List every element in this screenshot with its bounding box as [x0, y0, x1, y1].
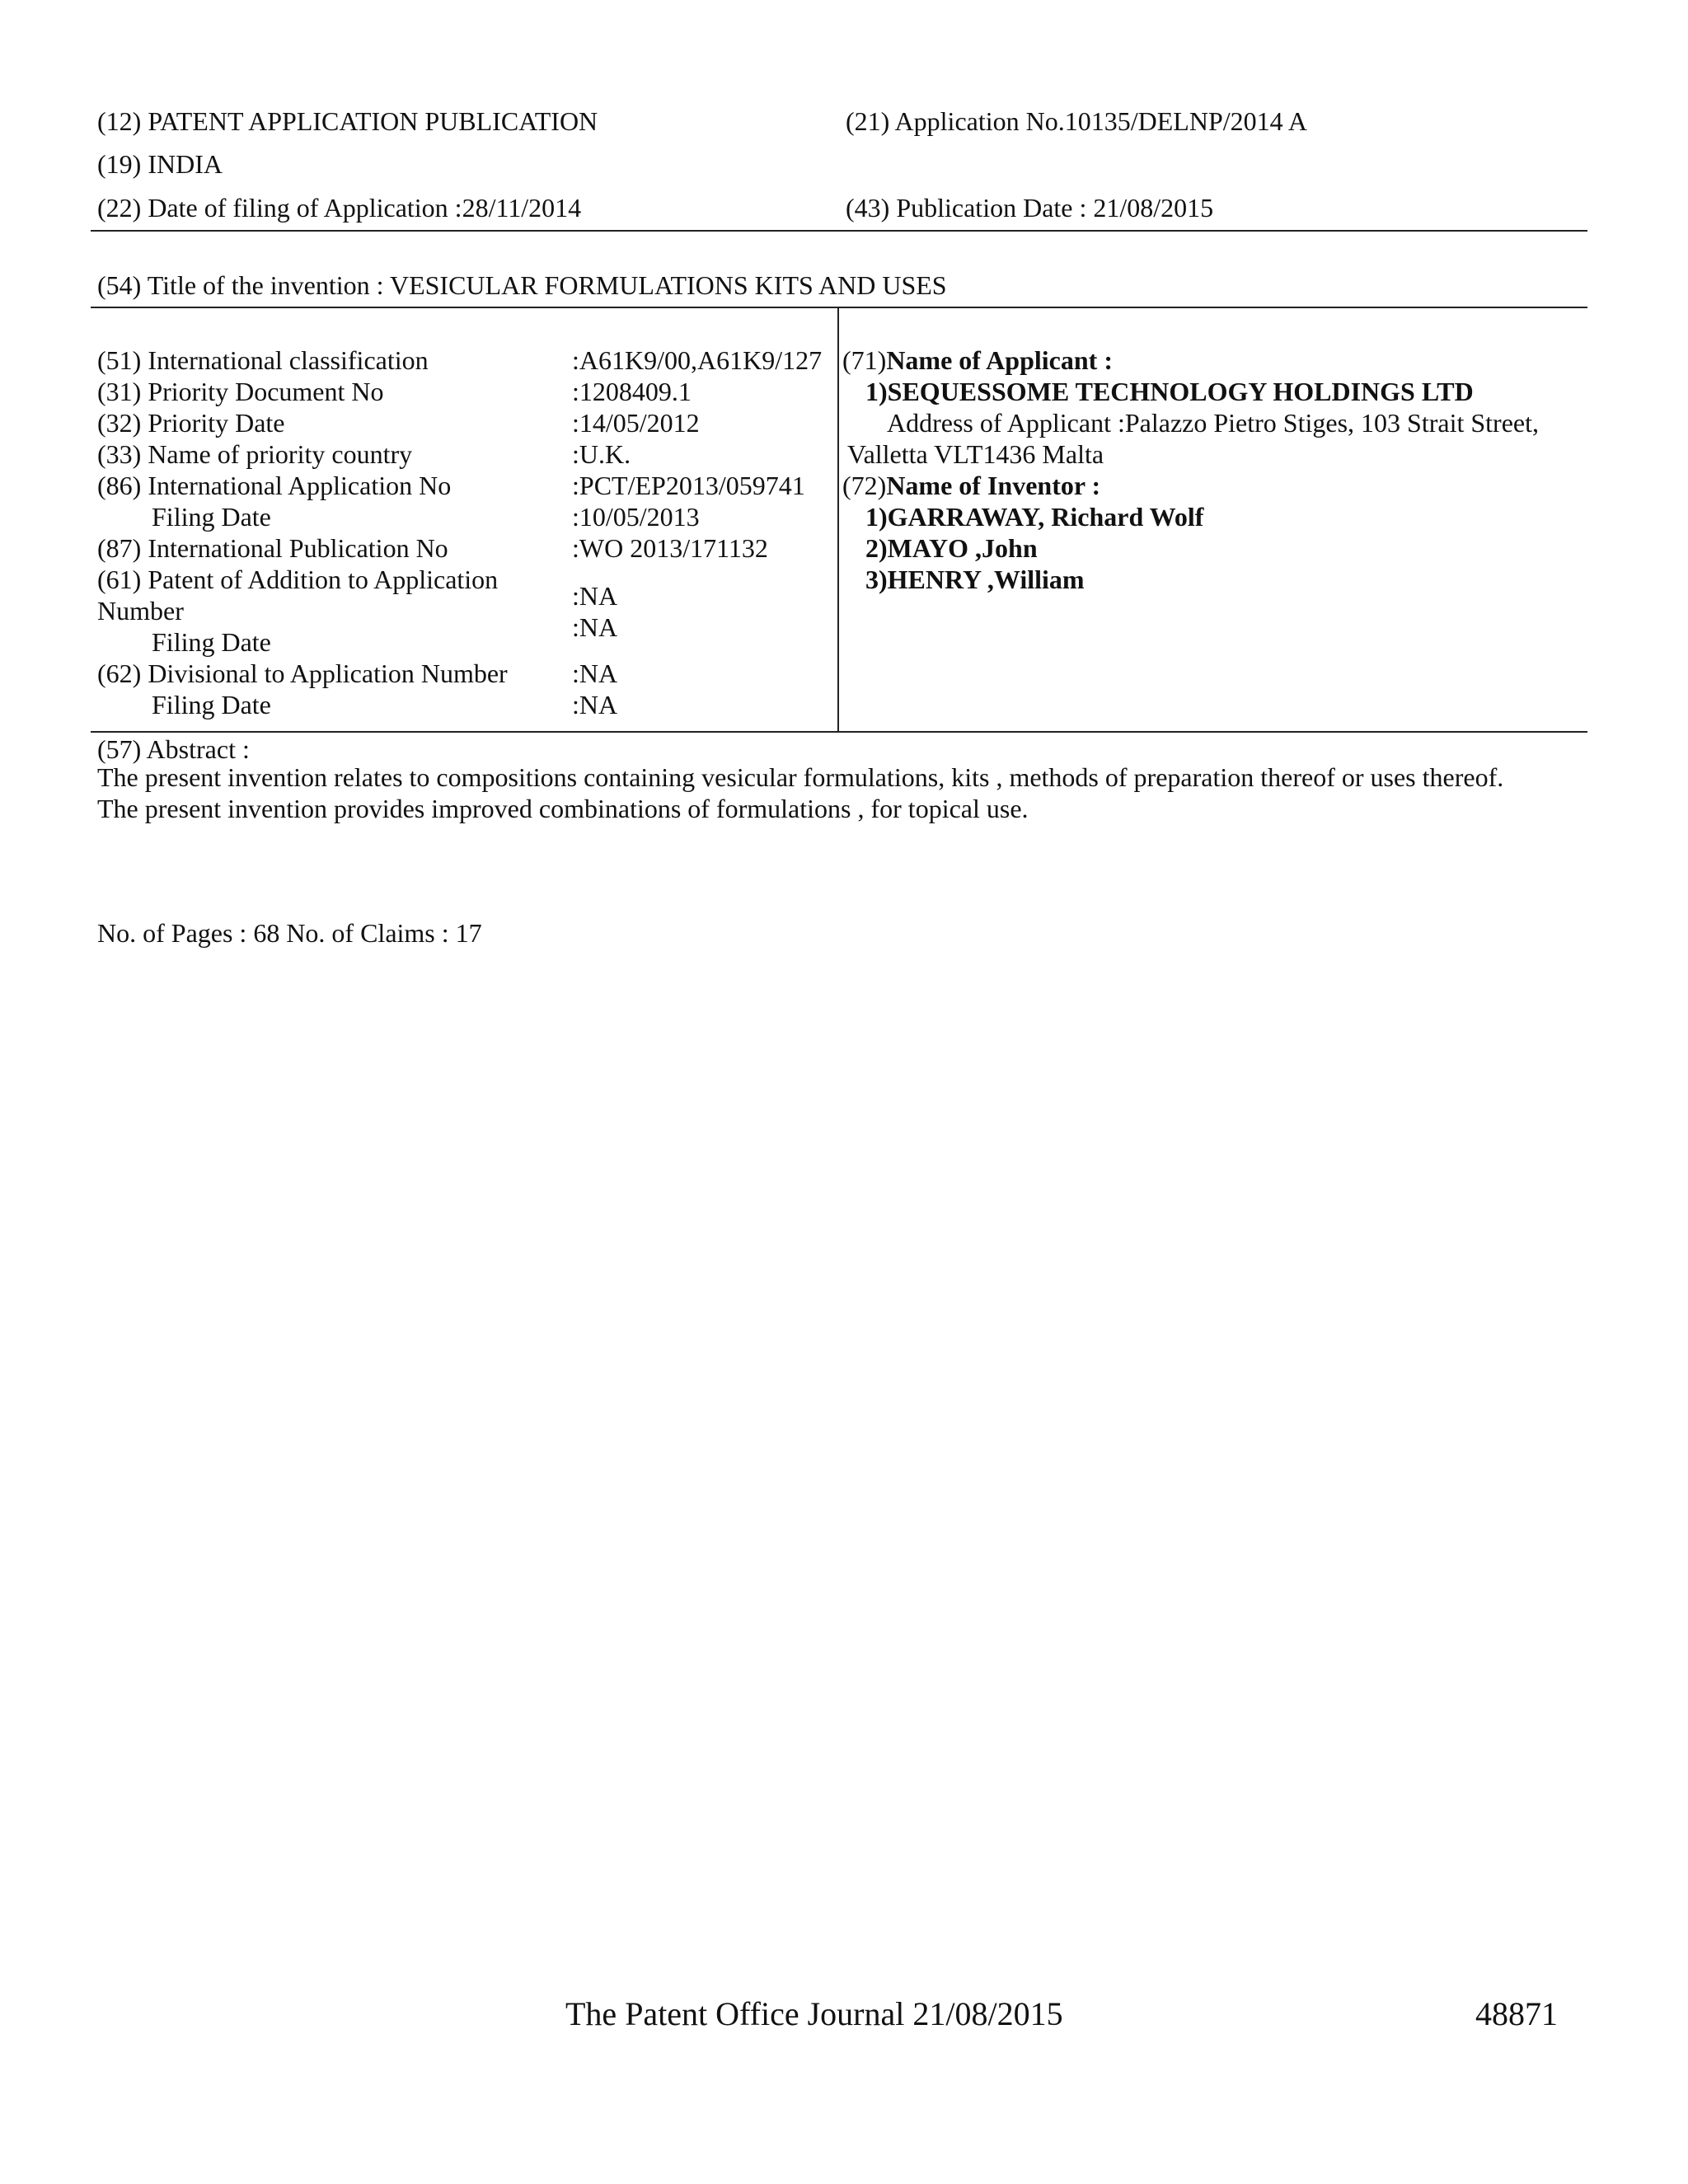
abstract-line: The present invention provides improved combinations of formulations , for topical use. [97, 794, 1029, 823]
label-addition-line2: Number [97, 596, 184, 626]
inventor-prefix: (72) [842, 471, 887, 500]
applicant-heading-line [842, 344, 1584, 376]
value-addition-filing-date: :NA [572, 612, 618, 642]
inventor-item: 2)MAYO ,John [865, 533, 1038, 563]
label-addition-line1: (61) Patent of Addition to Application [97, 565, 499, 594]
abstract-line: The present invention relates to compositions containing vesicular formulations, kits , methods of preparation thereof or uses thereof. [97, 762, 1504, 792]
publication-date: (43) Publication Date : 21/08/2015 [846, 193, 1214, 223]
label-intl-app-no: (86) International Application No [97, 471, 452, 500]
label-intl-filing-date: Filing Date [152, 502, 271, 532]
publication-type: (12) PATENT APPLICATION PUBLICATION [97, 106, 598, 136]
page-number: 48871 [1475, 1995, 1558, 2032]
value-priority-date: :14/05/2012 [572, 408, 700, 438]
country: (19) INDIA [97, 149, 223, 179]
abstract-body [97, 762, 1614, 824]
label-priority-country: (33) Name of priority country [97, 439, 413, 469]
bibliographic-labels [97, 344, 559, 720]
bibliographic-values [572, 344, 836, 720]
applicant-address-line1: Address of Applicant :Palazzo Pietro Stiges, 103 Strait Street, [887, 408, 1539, 438]
value-intl-class: :A61K9/00,A61K9/127 [572, 345, 823, 375]
column-divider [837, 307, 839, 732]
label-divisional-filing-date: Filing Date [152, 690, 271, 719]
label-addition-filing-date: Filing Date [152, 627, 271, 657]
header-divider [91, 230, 1587, 232]
label-divisional: (62) Divisional to Application Number [97, 658, 508, 688]
label-intl-pub-no: (87) International Publication No [97, 533, 448, 563]
value-priority-country: :U.K. [572, 439, 631, 469]
journal-footer: The Patent Office Journal 21/08/2015 [565, 1995, 1063, 2032]
inventor-item: 1)GARRAWAY, Richard Wolf [865, 502, 1204, 532]
table-bottom-divider [91, 731, 1587, 733]
inventor-heading-line [842, 470, 1584, 501]
applicant-inventor-block [842, 344, 1584, 595]
application-number: (21) Application No.10135/DELNP/2014 A [846, 106, 1307, 136]
value-addition-no: :NA [572, 581, 618, 611]
value-intl-app-no: :PCT/EP2013/059741 [572, 471, 805, 500]
applicant-address-line2: Valletta VLT1436 Malta [847, 439, 1104, 469]
label-priority-doc: (31) Priority Document No [97, 377, 384, 406]
invention-title: (54) Title of the invention : VESICULAR FORMULATIONS KITS AND USES [97, 270, 947, 300]
title-divider [91, 307, 1587, 308]
filing-date: (22) Date of filing of Application :28/11/2014 [97, 193, 582, 223]
value-intl-pub-no: :WO 2013/171132 [572, 533, 768, 563]
inventor-heading: Name of Inventor : [886, 471, 1101, 500]
page-claim-counts: No. of Pages : 68 No. of Claims : 17 [97, 918, 482, 948]
inventor-item: 3)HENRY ,William [865, 565, 1085, 594]
applicant-heading: Name of Applicant : [886, 345, 1113, 375]
value-priority-doc: :1208409.1 [572, 377, 692, 406]
label-priority-date: (32) Priority Date [97, 408, 285, 438]
value-intl-filing-date: :10/05/2013 [572, 502, 700, 532]
abstract-heading: (57) Abstract : [97, 734, 250, 764]
value-divisional-filing-date: :NA [572, 690, 618, 719]
value-divisional: :NA [572, 658, 618, 688]
applicant-prefix: (71) [842, 345, 887, 375]
applicant-name: 1)SEQUESSOME TECHNOLOGY HOLDINGS LTD [865, 377, 1474, 406]
label-intl-class: (51) International classification [97, 345, 429, 375]
